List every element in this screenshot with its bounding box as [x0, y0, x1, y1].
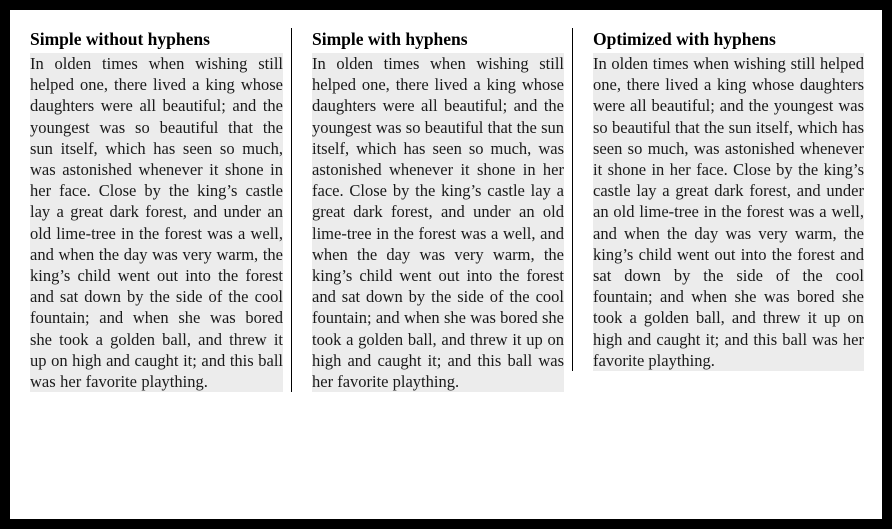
- column-container: [10, 10, 882, 519]
- column-simple-with-hyphens: [291, 28, 572, 392]
- document-page: [10, 10, 882, 519]
- column-simple-without-hyphens: [10, 28, 291, 392]
- column-title: Simple with hyphens: [312, 29, 468, 49]
- column-title: Simple without hyphens: [30, 29, 210, 49]
- column-title: Optimized with hyphens: [593, 29, 776, 49]
- column-paragraph: In olden times when wishing still helped one, there lived a king whose daughters were all beautiful; and the youngest was so beautiful that the sun itself, which has seen so much, was astonished whenever it shone in her face. Close by the king’s castle lay a great dark forest, and under an old lime-tree in the forest was a well, and when the day was very warm, the king’s child went out into the forest and sat down by the side of the cool fountain; and when she was bored she took a golden ball, and threw it up on high and caught it; and this ball was her favorite plaything.: [593, 54, 864, 370]
- column-paragraph: In olden times when wishing still helped one, there lived a king whose daughters were all beautiful; and the youngest was so beautiful that the sun itself, which has seen so much, was astonished whenever it shone in her face. Close by the king’s castle lay a great dark forest, and under an old lime-tree in the forest was a well, and when the day was very warm, the king’s child went out into the forest and sat down by the side of the cool fountain; and when she was bored she took a golden ball, and threw it up on high and caught it; and this ball was her favorite plaything.: [312, 54, 564, 392]
- column-paragraph: In olden times when wishing still helped one, there lived a king whose daughters were all beautiful; and the youngest was so beautiful that the sun itself, which has seen so much, was astonished whenever it shone in her face. Close by the king’s castle lay a great dark forest, and under an old lime-tree in the forest was a well, and when the day was very warm, the king’s child went out into the forest and sat down by the side of the cool fountain; and when she was bored she took a golden ball, and threw it up on high and caught it; and this ball was her favorite plaything.: [30, 54, 283, 392]
- column-optimized-with-hyphens: [572, 28, 872, 371]
